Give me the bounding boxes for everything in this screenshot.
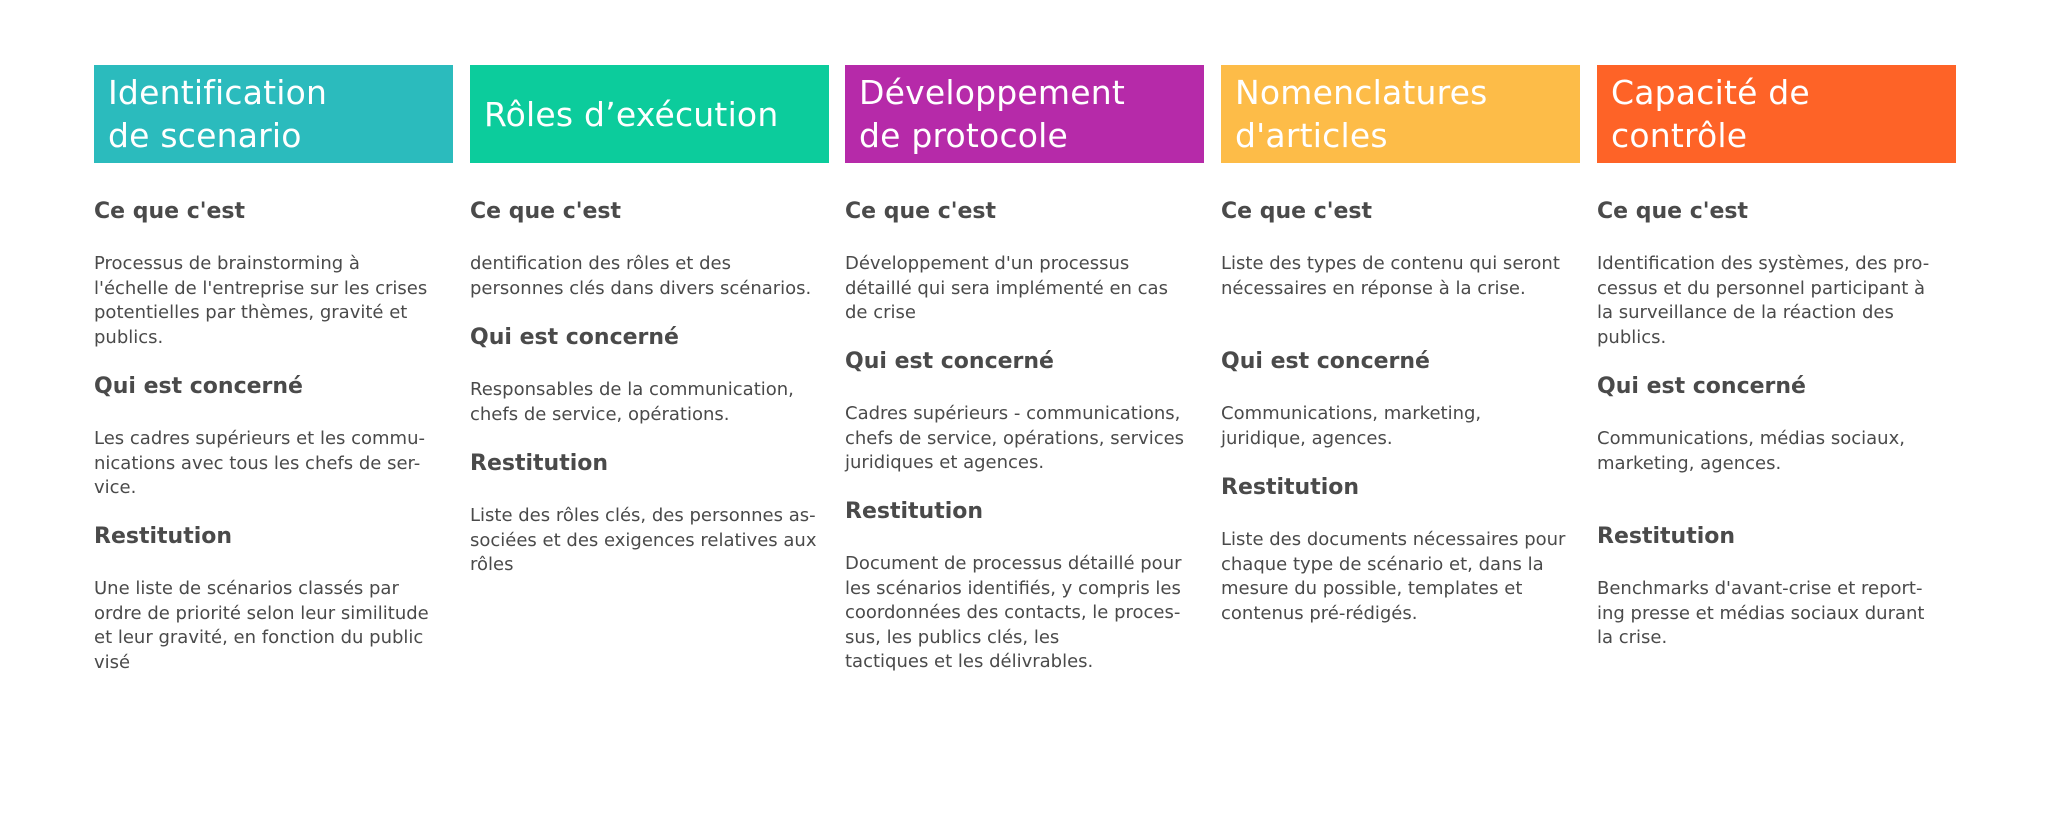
who-text: Responsables de la communication, chefs de service, opérations. xyxy=(470,379,794,425)
deliverable-heading: Restitution xyxy=(845,499,984,524)
deliverable-heading: Restitution xyxy=(470,451,609,476)
what-text: Développement d'un processus détaillé qui sera implémenté en cas de crise xyxy=(845,253,1168,323)
what-text: Liste des types de contenu qui seront nécessaires en réponse à la crise. xyxy=(1221,253,1560,299)
what-heading: Ce que c'est xyxy=(1597,199,1749,224)
deliverable-heading: Restitution xyxy=(1221,475,1360,500)
who-text: Communications, marketing, juridique, agences. xyxy=(1221,403,1482,449)
what-heading: Ce que c'est xyxy=(845,199,997,224)
deliverable-text: Liste des documents nécessaires pour chaque type de scénario et, dans la mesure du possible, templates et contenus pré-rédigés. xyxy=(1221,529,1566,624)
who-text: Communications, médias sociaux, marketing, agences. xyxy=(1597,428,1905,474)
what-text: Processus de brainstorming à l'échelle de l'entreprise sur les crises potentielles par thèmes, gravité et publics. xyxy=(94,253,428,348)
column-scenario-identification xyxy=(94,65,453,673)
what-heading: Ce que c'est xyxy=(1221,199,1373,224)
what-text: Identification des systèmes, des pro- cessus et du personnel participant à la surveillance de la réaction des publics. xyxy=(1597,253,1930,348)
column-execution-roles xyxy=(470,65,829,575)
deliverable-text: Benchmarks d'avant-crise et report- ing presse et médias sociaux durant la crise. xyxy=(1597,578,1925,648)
column-title: Identification de scenario xyxy=(108,73,328,155)
deliverable-heading: Restitution xyxy=(1597,524,1736,549)
column-title: Nomenclatures d'articles xyxy=(1235,73,1488,155)
who-heading: Qui est concerné xyxy=(470,325,679,350)
column-title: Capacité de contrôle xyxy=(1611,73,1810,155)
deliverable-text: Document de processus détaillé pour les scénarios identifiés, y compris les coordonnées des contacts, le proces- sus, les publics clés, les tactiques et les délivrables. xyxy=(845,553,1182,672)
what-heading: Ce que c'est xyxy=(470,199,622,224)
who-heading: Qui est concerné xyxy=(94,374,303,399)
column-header xyxy=(1597,65,1956,163)
deliverable-heading: Restitution xyxy=(94,524,233,549)
column-title: Développement de protocole xyxy=(859,73,1126,155)
who-text: Cadres supérieurs - communications, chefs de service, opérations, services juridiques et agences. xyxy=(845,403,1185,473)
column-header xyxy=(94,65,453,163)
who-heading: Qui est concerné xyxy=(1597,374,1806,399)
column-header xyxy=(845,65,1204,163)
column-header xyxy=(470,65,829,163)
who-heading: Qui est concerné xyxy=(845,349,1054,374)
what-text: dentification des rôles et des personnes clés dans divers scénarios. xyxy=(470,253,812,299)
column-protocol-development xyxy=(845,65,1204,672)
who-text: Les cadres supérieurs et les commu- nications avec tous les chefs de ser- vice. xyxy=(94,428,425,498)
who-heading: Qui est concerné xyxy=(1221,349,1430,374)
deliverable-text: Une liste de scénarios classés par ordre de priorité selon leur similitude et leur gravité, en fonction du public visé xyxy=(94,578,429,673)
what-heading: Ce que c'est xyxy=(94,199,246,224)
deliverable-text: Liste des rôles clés, des personnes as- sociées et des exigences relatives aux rôles xyxy=(470,505,817,575)
column-monitoring-capacity xyxy=(1597,65,1956,648)
column-item-nomenclatures xyxy=(1221,65,1580,624)
column-header xyxy=(1221,65,1580,163)
column-title: Rôles d’exécution xyxy=(484,94,779,134)
